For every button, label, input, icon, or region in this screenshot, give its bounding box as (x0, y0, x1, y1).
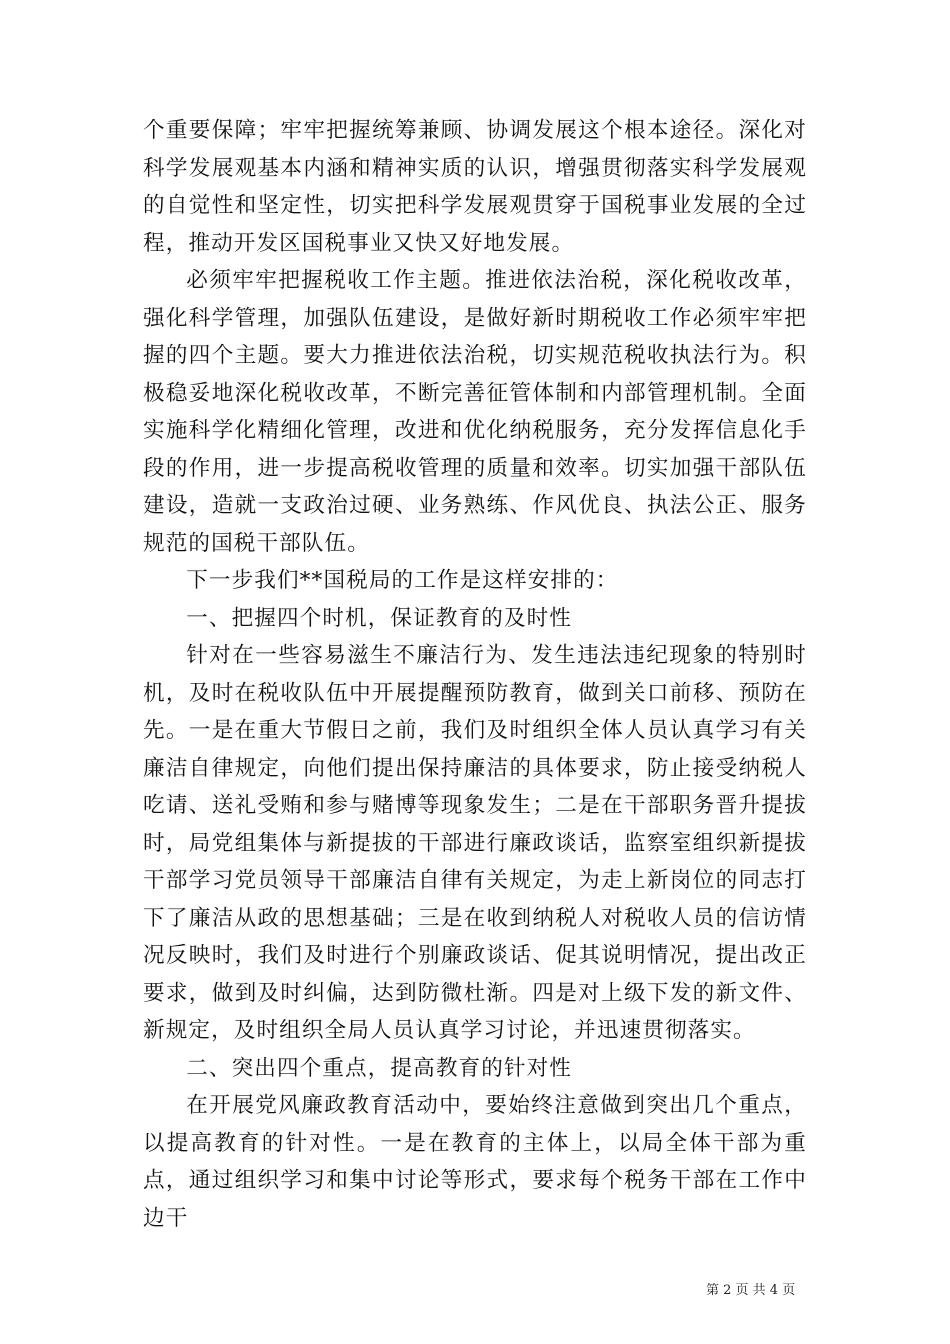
paragraph-4: 针对在一些容易滋生不廉洁行为、发生违法违纪现象的特别时机，及时在税收队伍中开展提醒预防教育，做到关口前移、预防在先。一是在重大节假日之前，我们及时组织全体人员认真学习有关廉洁自律规定，向他们提出保持廉洁的具体要求，防止接受纳税人吃请、送礼受贿和参与赌博等现象发生；二是在干部职务晋升提拔时，局党组集体与新提拔的干部进行廉政谈话，监察室组织新提拔干部学习党员领导干部廉洁自律有关规定，为走上新岗位的同志打下了廉洁从政的思想基础；三是在收到纳税人对税收人员的信访情况反映时，我们及时进行个别廉政谈话、促其说明情况，提出改正要求，做到及时纠偏，达到防微杜渐。四是对上级下发的新文件、新规定，及时组织全局人员认真学习讨论，并迅速贯彻落实。 (143, 643, 807, 1043)
paragraph-3: 下一步我们**国税局的工作是这样安排的： (186, 568, 619, 593)
document-body (143, 112, 807, 1237)
paragraph-2: 必须牢牢把握税收工作主题。推进依法治税，深化税收改革，强化科学管理，加强队伍建设，是做好新时期税收工作必须牢牢把握的四个主题。要大力推进依法治税，切实规范税收执法行为。积极稳妥地深化税收改革，不断完善征管体制和内部管理机制。全面实施科学化精细化管理，改进和优化纳税服务，充分发挥信息化手段的作用，进一步提高税收管理的质量和效率。切实加强干部队伍建设，造就一支政治过硬、业务熟练、作风优良、执法公正、服务规范的国税干部队伍。 (143, 268, 807, 556)
paragraph-1: 个重要保障；牢牢把握统筹兼顾、协调发展这个根本途径。深化对科学发展观基本内涵和精神实质的认识，增强贯彻落实科学发展观的自觉性和坚定性，切实把科学发展观贯穿于国税事业发展的全过程，推动开发区国税事业又快又好地发展。 (143, 118, 807, 256)
section-heading-1: 一、把握四个时机，保证教育的及时性 (186, 605, 572, 631)
section-heading-2: 二、突出四个重点，提高教育的针对性 (186, 1055, 572, 1081)
paragraph-5: 在开展党风廉政教育活动中，要始终注意做到突出几个重点，以提高教育的针对性。一是在教育的主体上，以局全体干部为重点，通过组织学习和集中讨论等形式，要求每个税务干部在工作中边干 (143, 1093, 807, 1231)
page-number-footer: 第 2 页 共 4 页 (706, 1283, 796, 1298)
